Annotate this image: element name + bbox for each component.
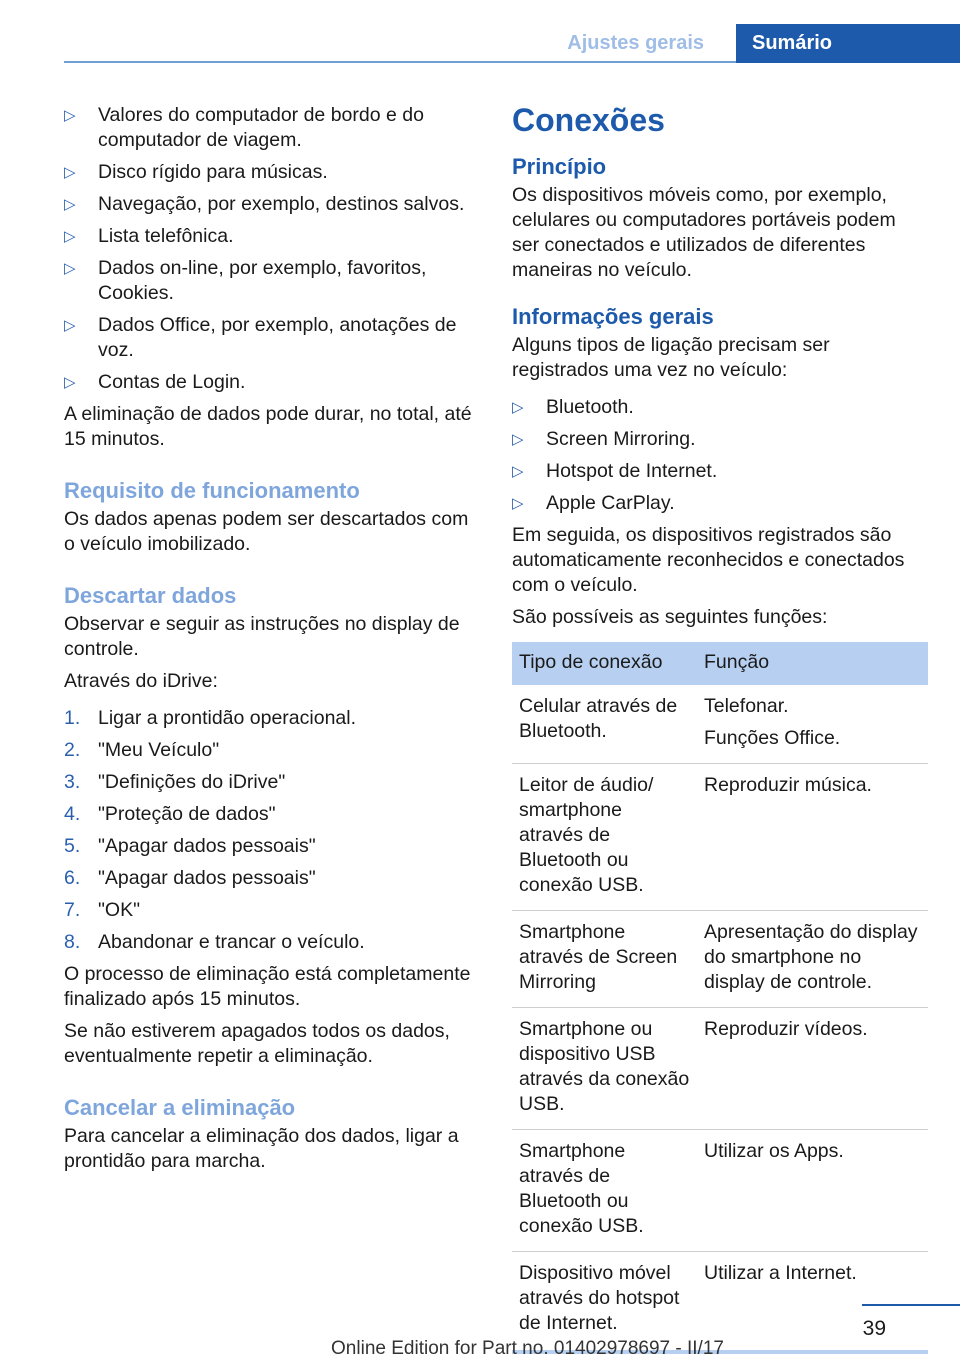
step-item [64, 706, 482, 731]
duration-text: A eliminação de dados pode durar, no total, até 15 minutos. [64, 403, 472, 450]
function-cell [697, 764, 928, 911]
idrive-steps [64, 706, 482, 955]
discard-text: Observar e seguir as instruções no display de controle. [64, 613, 460, 660]
edition-footer: Online Edition for Part no. 01402978697 - II/17 [331, 1338, 724, 1359]
function-cell [697, 1008, 928, 1130]
step-number: 7. [64, 899, 81, 921]
triangle-bullet-icon: ▷ [512, 399, 524, 416]
function-cell [697, 1130, 928, 1252]
list-item-text: Lista telefônica. [98, 225, 234, 247]
step-item [64, 834, 482, 859]
footer-rule [862, 1304, 960, 1306]
triangle-bullet-icon: ▷ [64, 196, 76, 213]
list-item [64, 160, 482, 185]
connection-type-cell: Smartphone ou dispositivo USB através da conexão USB. [512, 1008, 697, 1130]
after-registration-text: Em seguida, os dispositivos registrados são automaticamente reconhecidos e conectados com o veículo. [512, 524, 905, 596]
step-number: 4. [64, 803, 81, 825]
triangle-bullet-icon: ▷ [512, 495, 524, 512]
function-cell [697, 685, 928, 764]
step-text: Ligar a prontidão operacional. [98, 707, 357, 729]
header-summary-tab[interactable]: Sumário [736, 24, 960, 63]
connection-bullet-list [512, 395, 928, 516]
step-item [64, 898, 482, 923]
list-item-text: Valores do computador de bordo e do computador de viagem. [98, 104, 424, 151]
principle-text: Os dispositivos móveis como, por exemplo, celulares ou computadores portáveis podem ser conectados e utilizados de diferentes maneiras no veículo. [512, 184, 896, 281]
table-row [512, 1008, 928, 1130]
connection-type-cell: Leitor de áudio/ smartphone através de Bluetooth ou conexão USB. [512, 764, 697, 911]
step-text: Abandonar e trancar o veículo. [98, 931, 365, 953]
cancel-text: Para cancelar a eliminação dos dados, ligar a prontidão para marcha. [64, 1125, 459, 1172]
list-item-text: Screen Mirroring. [546, 428, 696, 450]
requirement-text: Os dados apenas podem ser descartados com o veículo imobilizado. [64, 508, 469, 555]
list-item [512, 491, 928, 516]
triangle-bullet-icon: ▷ [64, 374, 76, 391]
list-item-text: Apple CarPlay. [546, 492, 675, 514]
discard-heading: Descartar dados [64, 583, 237, 608]
list-item-text: Contas de Login. [98, 371, 246, 393]
triangle-bullet-icon: ▷ [64, 317, 76, 334]
triangle-bullet-icon: ▷ [64, 164, 76, 181]
connection-type-cell: Dispositivo móvel através do hotspot de Internet. [519, 1262, 680, 1334]
functions-intro: São possíveis as seguintes funções: [512, 606, 828, 628]
general-info-heading: Informações gerais [512, 304, 714, 329]
connection-type-cell: Smartphone através de Screen Mirroring [512, 911, 697, 1008]
connection-type-cell: Celular através de Bluetooth. [512, 685, 697, 764]
list-item [512, 427, 928, 452]
step-number: 6. [64, 867, 81, 889]
list-item [64, 256, 482, 306]
list-item [512, 395, 928, 420]
list-item [64, 370, 482, 395]
triangle-bullet-icon: ▷ [512, 463, 524, 480]
left-column [64, 103, 482, 1181]
step-item [64, 770, 482, 795]
step-number: 1. [64, 707, 81, 729]
step-item [64, 738, 482, 763]
list-item-text: Dados Office, por exemplo, anotações de voz. [98, 314, 457, 361]
list-item-text: Disco rígido para músicas. [98, 161, 328, 183]
connection-type-cell: Smartphone através de Bluetooth ou conexão USB. [512, 1130, 697, 1252]
function-text: Utilizar os Apps. [704, 1140, 844, 1162]
table-row [512, 685, 928, 764]
header-section-title[interactable]: Ajustes gerais [567, 32, 704, 54]
list-item-text: Navegação, por exemplo, destinos salvos. [98, 193, 465, 215]
step-item [64, 930, 482, 955]
function-text: Reproduzir vídeos. [704, 1018, 868, 1040]
step-text: "Definições do iDrive" [98, 771, 286, 793]
function-text: Funções Office. [704, 727, 841, 749]
function-cell [697, 911, 928, 1008]
step-item [64, 866, 482, 891]
principle-heading: Princípio [512, 154, 607, 179]
function-text: Reproduzir música. [704, 774, 872, 796]
page-title: Conexões [512, 102, 665, 138]
list-item [64, 313, 482, 363]
function-text: Apresentação do display do smartphone no display de controle. [704, 921, 918, 993]
step-text: "Proteção de dados" [98, 803, 276, 825]
cancel-heading: Cancelar a eliminação [64, 1095, 296, 1120]
connections-table [512, 642, 928, 1350]
general-info-text: Alguns tipos de ligação precisam ser registrados uma vez no veículo: [512, 334, 830, 381]
triangle-bullet-icon: ▷ [64, 107, 76, 124]
triangle-bullet-icon: ▷ [512, 431, 524, 448]
function-text: Utilizar a Internet. [704, 1262, 857, 1284]
table-row [512, 1130, 928, 1252]
list-item [64, 103, 482, 153]
page-number: 39 [862, 1317, 886, 1340]
triangle-bullet-icon: ▷ [64, 260, 76, 277]
step-text: "Apagar dados pessoais" [98, 867, 316, 889]
data-bullet-list [64, 103, 482, 395]
step-text: "Meu Veículo" [98, 739, 220, 761]
step-number: 8. [64, 931, 81, 953]
table-header-row [512, 642, 928, 685]
step-number: 2. [64, 739, 81, 761]
step-item [64, 802, 482, 827]
step-text: "Apagar dados pessoais" [98, 835, 316, 857]
step-number: 3. [64, 771, 81, 793]
list-item-text: Hotspot de Internet. [546, 460, 718, 482]
complete-text: O processo de eliminação está completamente finalizado após 15 minutos. [64, 963, 471, 1010]
triangle-bullet-icon: ▷ [64, 228, 76, 245]
requirement-heading: Requisito de funcionamento [64, 478, 360, 503]
list-item [64, 192, 482, 217]
list-item [64, 224, 482, 249]
list-item [512, 459, 928, 484]
function-text: Telefonar. [704, 695, 789, 717]
table-row [512, 911, 928, 1008]
step-text: "OK" [98, 899, 141, 921]
right-column [512, 103, 928, 1354]
list-item-text: Bluetooth. [546, 396, 634, 418]
idrive-intro: Através do iDrive: [64, 670, 218, 692]
list-item-text: Dados on-line, por exemplo, favoritos, Cookies. [98, 257, 427, 304]
column-header-function: Função [697, 642, 928, 685]
repeat-text: Se não estiverem apagados todos os dados, eventualmente repetir a eliminação. [64, 1020, 450, 1067]
step-number: 5. [64, 835, 81, 857]
column-header-type: Tipo de conexão [512, 642, 697, 685]
table-row [512, 764, 928, 911]
